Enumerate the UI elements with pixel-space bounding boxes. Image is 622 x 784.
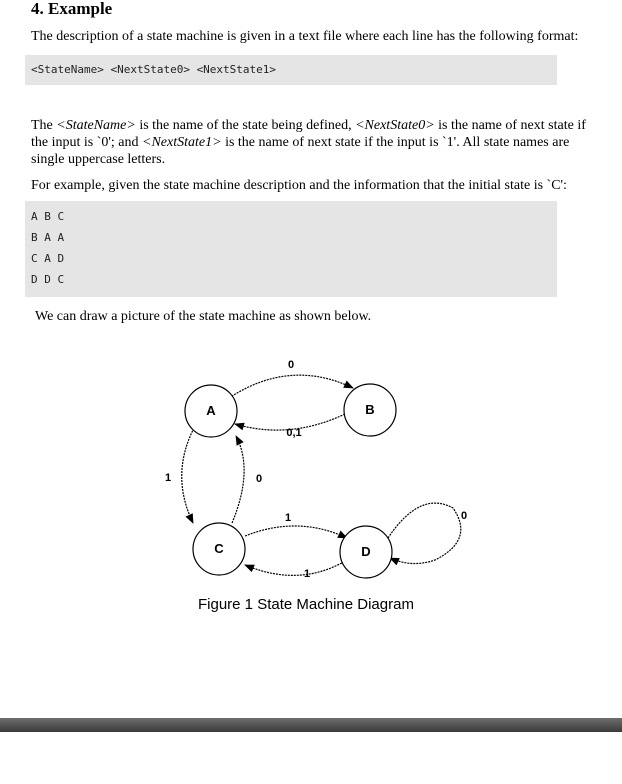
state-name-term: <StateName> bbox=[56, 118, 136, 133]
edge-label-c-to-d: 1 bbox=[284, 512, 292, 524]
edge-label-b-to-a: 0,1 bbox=[286, 427, 302, 439]
figure-caption: Figure 1 State Machine Diagram bbox=[198, 596, 414, 613]
example-line-3: C A D bbox=[31, 252, 65, 265]
example-line-1: A B C bbox=[31, 210, 65, 223]
explanation-text-1: The bbox=[31, 118, 57, 133]
state-machine-diagram bbox=[150, 340, 470, 620]
edge-label-c-to-a: 0 bbox=[255, 473, 263, 485]
format-code-block bbox=[25, 55, 557, 85]
picture-intro-paragraph: We can draw a picture of the state machine as shown below. bbox=[35, 309, 372, 324]
edge-label-d-loop: 0 bbox=[460, 510, 468, 522]
explanation-paragraph bbox=[31, 117, 603, 168]
state-label-d: D bbox=[361, 544, 371, 559]
edge-c-to-a bbox=[232, 436, 244, 523]
edge-label-d-to-c: 1 bbox=[303, 568, 311, 580]
example-line-2: B A A bbox=[31, 231, 65, 244]
example-code-block bbox=[25, 201, 557, 297]
explanation-text-4: is the name of next state if the input is `1'. All state names are single uppercase letters. bbox=[31, 135, 570, 167]
explanation-text-3: is the name of next state if the input is `0'; and bbox=[31, 118, 586, 150]
section-heading: 4. Example bbox=[31, 0, 113, 18]
edge-d-loop bbox=[388, 503, 461, 563]
next-state1-term: <NextState1> bbox=[142, 135, 222, 150]
edge-d-to-c bbox=[245, 560, 347, 575]
example-line-4: D D C bbox=[31, 273, 65, 286]
edge-a-to-b bbox=[229, 375, 353, 398]
state-label-b: B bbox=[365, 402, 375, 417]
next-state0-term: <NextState0> bbox=[355, 118, 435, 133]
edge-c-to-d bbox=[245, 526, 347, 538]
example-intro-paragraph: For example, given the state machine description and the information that the initial state is `C': bbox=[31, 178, 567, 193]
state-label-c: C bbox=[214, 541, 224, 556]
bottom-toolbar-bar bbox=[0, 718, 622, 732]
edge-label-a-to-b: 0 bbox=[287, 359, 295, 371]
format-code-line: <StateName> <NextState0> <NextState1> bbox=[31, 63, 277, 76]
edge-a-to-c bbox=[182, 428, 194, 523]
explanation-text-2: is the name of the state being defined, bbox=[135, 118, 356, 133]
intro-paragraph: The description of a state machine is given in a text file where each line has the following format: bbox=[31, 29, 579, 44]
edge-label-a-to-c: 1 bbox=[164, 472, 172, 484]
state-label-a: A bbox=[206, 403, 216, 418]
